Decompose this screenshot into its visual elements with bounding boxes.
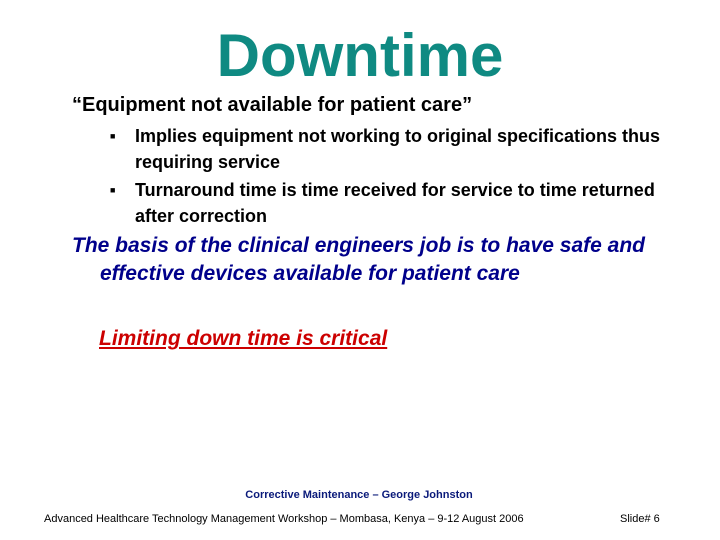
square-bullet-icon: ■ — [110, 185, 116, 195]
subheading: “Equipment not available for patient care” — [72, 94, 473, 116]
bullet-item — [110, 123, 670, 175]
bullet-text: Implies equipment not working to original specifications thus requiring service — [135, 126, 661, 172]
bullet-list — [110, 123, 670, 231]
bullet-item — [110, 177, 670, 229]
footer-author: Corrective Maintenance – George Johnston — [245, 489, 473, 501]
critical-statement: Limiting down time is critical — [99, 327, 388, 350]
basis-statement: The basis of the clinical engineers job is to have safe and effective devices available for patient care — [72, 234, 645, 285]
slide-title: Downtime — [216, 22, 504, 89]
bullet-text: Turnaround time is time received for service to time returned after correction — [135, 180, 655, 226]
slide-number: Slide# 6 — [620, 513, 660, 525]
square-bullet-icon: ■ — [110, 131, 116, 141]
footer-workshop: Advanced Healthcare Technology Management Workshop – Mombasa, Kenya – 9-12 August 2006 — [44, 513, 524, 525]
